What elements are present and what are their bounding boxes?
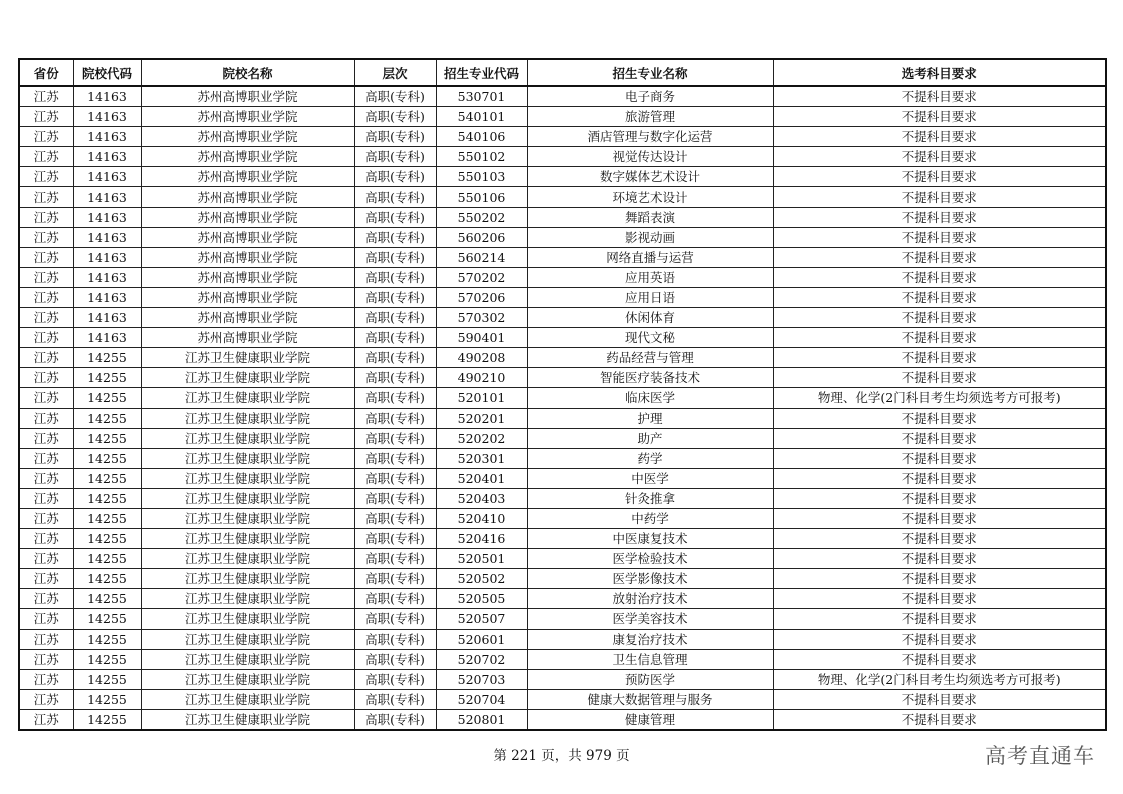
cell-subject-requirement: 不提科目要求 xyxy=(773,529,1106,549)
cell-province: 江苏 xyxy=(19,368,73,388)
table-row xyxy=(19,569,1106,589)
cell-level: 高职(专科) xyxy=(354,629,436,649)
cell-major-code: 550103 xyxy=(436,167,527,187)
cell-school-code: 14255 xyxy=(73,348,141,368)
cell-school-code: 14163 xyxy=(73,267,141,287)
cell-major-name: 卫生信息管理 xyxy=(527,649,773,669)
header-major-name: 招生专业名称 xyxy=(527,59,773,86)
cell-major-name: 旅游管理 xyxy=(527,107,773,127)
header-subject-requirement: 选考科目要求 xyxy=(773,59,1106,86)
table-row xyxy=(19,207,1106,227)
cell-major-name: 健康管理 xyxy=(527,709,773,730)
cell-subject-requirement: 不提科目要求 xyxy=(773,589,1106,609)
cell-province: 江苏 xyxy=(19,267,73,287)
cell-major-code: 520403 xyxy=(436,488,527,508)
cell-province: 江苏 xyxy=(19,689,73,709)
cell-major-name: 康复治疗技术 xyxy=(527,629,773,649)
cell-major-code: 520201 xyxy=(436,408,527,428)
cell-level: 高职(专科) xyxy=(354,428,436,448)
cell-school-code: 14255 xyxy=(73,428,141,448)
cell-subject-requirement: 不提科目要求 xyxy=(773,147,1106,167)
cell-level: 高职(专科) xyxy=(354,348,436,368)
cell-level: 高职(专科) xyxy=(354,709,436,730)
cell-province: 江苏 xyxy=(19,107,73,127)
cell-major-name: 中医康复技术 xyxy=(527,529,773,549)
cell-school-name: 江苏卫生健康职业学院 xyxy=(141,408,354,428)
cell-major-code: 570302 xyxy=(436,308,527,328)
cell-major-name: 影视动画 xyxy=(527,227,773,247)
cell-school-name: 江苏卫生健康职业学院 xyxy=(141,428,354,448)
cell-major-name: 环境艺术设计 xyxy=(527,187,773,207)
cell-school-name: 江苏卫生健康职业学院 xyxy=(141,488,354,508)
table-row xyxy=(19,86,1106,107)
table-row xyxy=(19,167,1106,187)
cell-school-code: 14163 xyxy=(73,328,141,348)
cell-school-code: 14255 xyxy=(73,508,141,528)
cell-school-name: 苏州高博职业学院 xyxy=(141,127,354,147)
cell-level: 高职(专科) xyxy=(354,328,436,348)
cell-level: 高职(专科) xyxy=(354,488,436,508)
cell-province: 江苏 xyxy=(19,629,73,649)
cell-major-name: 临床医学 xyxy=(527,388,773,408)
cell-level: 高职(专科) xyxy=(354,287,436,307)
cell-province: 江苏 xyxy=(19,428,73,448)
cell-major-code: 570202 xyxy=(436,267,527,287)
cell-major-code: 520401 xyxy=(436,468,527,488)
watermark-logo: 高考直通车 xyxy=(985,744,1095,768)
cell-level: 高职(专科) xyxy=(354,569,436,589)
cell-school-name: 苏州高博职业学院 xyxy=(141,107,354,127)
cell-level: 高职(专科) xyxy=(354,147,436,167)
cell-school-name: 江苏卫生健康职业学院 xyxy=(141,448,354,468)
cell-subject-requirement: 不提科目要求 xyxy=(773,488,1106,508)
cell-major-code: 520101 xyxy=(436,388,527,408)
cell-province: 江苏 xyxy=(19,468,73,488)
cell-school-name: 苏州高博职业学院 xyxy=(141,187,354,207)
cell-subject-requirement: 不提科目要求 xyxy=(773,167,1106,187)
cell-subject-requirement: 不提科目要求 xyxy=(773,448,1106,468)
cell-major-code: 520601 xyxy=(436,629,527,649)
page-footer: 第 221 页，共 979 页 xyxy=(493,748,630,764)
cell-level: 高职(专科) xyxy=(354,167,436,187)
cell-major-name: 放射治疗技术 xyxy=(527,589,773,609)
cell-subject-requirement: 不提科目要求 xyxy=(773,508,1106,528)
cell-school-code: 14163 xyxy=(73,287,141,307)
cell-subject-requirement: 不提科目要求 xyxy=(773,549,1106,569)
cell-major-name: 中医学 xyxy=(527,468,773,488)
cell-school-code: 14255 xyxy=(73,488,141,508)
cell-school-code: 14255 xyxy=(73,709,141,730)
cell-province: 江苏 xyxy=(19,669,73,689)
cell-school-code: 14163 xyxy=(73,86,141,107)
cell-major-name: 网络直播与运营 xyxy=(527,247,773,267)
cell-school-code: 14163 xyxy=(73,308,141,328)
cell-school-name: 江苏卫生健康职业学院 xyxy=(141,649,354,669)
cell-major-name: 药学 xyxy=(527,448,773,468)
cell-subject-requirement: 物理、化学(2门科目考生均须选考方可报考) xyxy=(773,669,1106,689)
cell-major-name: 舞蹈表演 xyxy=(527,207,773,227)
cell-province: 江苏 xyxy=(19,488,73,508)
cell-major-code: 540101 xyxy=(436,107,527,127)
cell-subject-requirement: 不提科目要求 xyxy=(773,709,1106,730)
table-row xyxy=(19,508,1106,528)
cell-province: 江苏 xyxy=(19,86,73,107)
cell-province: 江苏 xyxy=(19,328,73,348)
cell-province: 江苏 xyxy=(19,167,73,187)
cell-level: 高职(专科) xyxy=(354,207,436,227)
cell-subject-requirement: 不提科目要求 xyxy=(773,247,1106,267)
cell-school-code: 14163 xyxy=(73,227,141,247)
cell-province: 江苏 xyxy=(19,589,73,609)
cell-major-code: 590401 xyxy=(436,328,527,348)
cell-major-name: 现代文秘 xyxy=(527,328,773,348)
table-row xyxy=(19,549,1106,569)
cell-level: 高职(专科) xyxy=(354,267,436,287)
cell-major-code: 520703 xyxy=(436,669,527,689)
cell-major-code: 550202 xyxy=(436,207,527,227)
cell-level: 高职(专科) xyxy=(354,468,436,488)
cell-level: 高职(专科) xyxy=(354,247,436,267)
cell-province: 江苏 xyxy=(19,609,73,629)
table-row xyxy=(19,529,1106,549)
cell-school-code: 14255 xyxy=(73,569,141,589)
cell-school-name: 苏州高博职业学院 xyxy=(141,227,354,247)
cell-major-name: 医学影像技术 xyxy=(527,569,773,589)
cell-school-code: 14163 xyxy=(73,167,141,187)
cell-major-code: 520301 xyxy=(436,448,527,468)
cell-school-code: 14255 xyxy=(73,669,141,689)
header-school-code: 院校代码 xyxy=(73,59,141,86)
cell-major-code: 520416 xyxy=(436,529,527,549)
cell-major-code: 550106 xyxy=(436,187,527,207)
table-row xyxy=(19,448,1106,468)
cell-major-name: 应用英语 xyxy=(527,267,773,287)
cell-major-name: 健康大数据管理与服务 xyxy=(527,689,773,709)
table-row xyxy=(19,267,1106,287)
cell-major-code: 520410 xyxy=(436,508,527,528)
cell-school-name: 江苏卫生健康职业学院 xyxy=(141,348,354,368)
cell-school-code: 14255 xyxy=(73,529,141,549)
cell-major-code: 520502 xyxy=(436,569,527,589)
cell-province: 江苏 xyxy=(19,709,73,730)
cell-subject-requirement: 不提科目要求 xyxy=(773,408,1106,428)
cell-school-name: 苏州高博职业学院 xyxy=(141,207,354,227)
cell-school-code: 14255 xyxy=(73,448,141,468)
header-province: 省份 xyxy=(19,59,73,86)
cell-subject-requirement: 不提科目要求 xyxy=(773,107,1106,127)
cell-school-code: 14163 xyxy=(73,107,141,127)
cell-level: 高职(专科) xyxy=(354,669,436,689)
cell-province: 江苏 xyxy=(19,187,73,207)
cell-subject-requirement: 不提科目要求 xyxy=(773,689,1106,709)
cell-school-code: 14163 xyxy=(73,127,141,147)
cell-province: 江苏 xyxy=(19,388,73,408)
table-row xyxy=(19,689,1106,709)
cell-school-code: 14255 xyxy=(73,609,141,629)
cell-major-code: 520801 xyxy=(436,709,527,730)
cell-major-name: 护理 xyxy=(527,408,773,428)
table-row xyxy=(19,388,1106,408)
table-row xyxy=(19,247,1106,267)
table-row xyxy=(19,468,1106,488)
cell-level: 高职(专科) xyxy=(354,448,436,468)
cell-subject-requirement: 不提科目要求 xyxy=(773,308,1106,328)
cell-major-name: 助产 xyxy=(527,428,773,448)
cell-school-code: 14255 xyxy=(73,388,141,408)
cell-school-code: 14255 xyxy=(73,589,141,609)
cell-major-name: 医学美容技术 xyxy=(527,609,773,629)
cell-school-code: 14163 xyxy=(73,147,141,167)
table-row xyxy=(19,428,1106,448)
table-row xyxy=(19,187,1106,207)
cell-school-code: 14163 xyxy=(73,187,141,207)
header-row xyxy=(19,59,1106,86)
cell-major-name: 数字媒体艺术设计 xyxy=(527,167,773,187)
table-row xyxy=(19,147,1106,167)
cell-subject-requirement: 不提科目要求 xyxy=(773,227,1106,247)
table-row xyxy=(19,287,1106,307)
cell-subject-requirement: 不提科目要求 xyxy=(773,368,1106,388)
cell-subject-requirement: 不提科目要求 xyxy=(773,127,1106,147)
table-row xyxy=(19,589,1106,609)
cell-level: 高职(专科) xyxy=(354,609,436,629)
cell-province: 江苏 xyxy=(19,448,73,468)
cell-major-name: 电子商务 xyxy=(527,86,773,107)
cell-major-code: 490210 xyxy=(436,368,527,388)
cell-school-name: 苏州高博职业学院 xyxy=(141,267,354,287)
cell-subject-requirement: 不提科目要求 xyxy=(773,468,1106,488)
cell-school-name: 苏州高博职业学院 xyxy=(141,167,354,187)
cell-major-code: 490208 xyxy=(436,348,527,368)
cell-major-name: 药品经营与管理 xyxy=(527,348,773,368)
cell-school-name: 江苏卫生健康职业学院 xyxy=(141,529,354,549)
cell-school-name: 江苏卫生健康职业学院 xyxy=(141,468,354,488)
cell-level: 高职(专科) xyxy=(354,187,436,207)
cell-province: 江苏 xyxy=(19,247,73,267)
cell-province: 江苏 xyxy=(19,147,73,167)
cell-school-name: 江苏卫生健康职业学院 xyxy=(141,629,354,649)
cell-subject-requirement: 不提科目要求 xyxy=(773,187,1106,207)
table-row xyxy=(19,649,1106,669)
cell-subject-requirement: 不提科目要求 xyxy=(773,569,1106,589)
cell-province: 江苏 xyxy=(19,408,73,428)
cell-school-code: 14163 xyxy=(73,207,141,227)
cell-major-name: 预防医学 xyxy=(527,669,773,689)
cell-major-name: 针灸推拿 xyxy=(527,488,773,508)
cell-major-code: 520202 xyxy=(436,428,527,448)
cell-major-name: 应用日语 xyxy=(527,287,773,307)
table-row xyxy=(19,227,1106,247)
cell-level: 高职(专科) xyxy=(354,368,436,388)
cell-level: 高职(专科) xyxy=(354,388,436,408)
table-row xyxy=(19,328,1106,348)
cell-school-code: 14255 xyxy=(73,368,141,388)
cell-school-name: 江苏卫生健康职业学院 xyxy=(141,549,354,569)
cell-school-name: 苏州高博职业学院 xyxy=(141,86,354,107)
cell-level: 高职(专科) xyxy=(354,86,436,107)
cell-subject-requirement: 不提科目要求 xyxy=(773,287,1106,307)
cell-school-name: 江苏卫生健康职业学院 xyxy=(141,388,354,408)
cell-province: 江苏 xyxy=(19,287,73,307)
cell-major-name: 医学检验技术 xyxy=(527,549,773,569)
cell-school-name: 江苏卫生健康职业学院 xyxy=(141,689,354,709)
cell-major-code: 520501 xyxy=(436,549,527,569)
cell-major-name: 休闲体育 xyxy=(527,308,773,328)
cell-school-name: 江苏卫生健康职业学院 xyxy=(141,589,354,609)
cell-school-code: 14255 xyxy=(73,468,141,488)
table-row xyxy=(19,709,1106,730)
cell-province: 江苏 xyxy=(19,649,73,669)
table-row xyxy=(19,488,1106,508)
cell-level: 高职(专科) xyxy=(354,589,436,609)
cell-level: 高职(专科) xyxy=(354,127,436,147)
table-row xyxy=(19,669,1106,689)
cell-school-name: 江苏卫生健康职业学院 xyxy=(141,609,354,629)
cell-level: 高职(专科) xyxy=(354,549,436,569)
cell-province: 江苏 xyxy=(19,127,73,147)
cell-level: 高职(专科) xyxy=(354,107,436,127)
table-row xyxy=(19,368,1106,388)
cell-subject-requirement: 不提科目要求 xyxy=(773,328,1106,348)
cell-school-name: 江苏卫生健康职业学院 xyxy=(141,569,354,589)
cell-school-code: 14255 xyxy=(73,408,141,428)
cell-major-name: 视觉传达设计 xyxy=(527,147,773,167)
cell-school-name: 江苏卫生健康职业学院 xyxy=(141,508,354,528)
cell-province: 江苏 xyxy=(19,348,73,368)
cell-level: 高职(专科) xyxy=(354,689,436,709)
cell-subject-requirement: 不提科目要求 xyxy=(773,609,1106,629)
cell-major-code: 520507 xyxy=(436,609,527,629)
cell-province: 江苏 xyxy=(19,508,73,528)
cell-school-name: 苏州高博职业学院 xyxy=(141,328,354,348)
cell-school-code: 14255 xyxy=(73,549,141,569)
header-level: 层次 xyxy=(354,59,436,86)
cell-school-name: 江苏卫生健康职业学院 xyxy=(141,368,354,388)
table-row xyxy=(19,107,1106,127)
cell-level: 高职(专科) xyxy=(354,308,436,328)
cell-major-code: 540106 xyxy=(436,127,527,147)
cell-school-code: 14255 xyxy=(73,689,141,709)
cell-subject-requirement: 不提科目要求 xyxy=(773,207,1106,227)
cell-major-code: 560214 xyxy=(436,247,527,267)
cell-school-name: 苏州高博职业学院 xyxy=(141,308,354,328)
cell-major-name: 酒店管理与数字化运营 xyxy=(527,127,773,147)
cell-school-name: 江苏卫生健康职业学院 xyxy=(141,709,354,730)
cell-level: 高职(专科) xyxy=(354,649,436,669)
cell-major-name: 智能医疗装备技术 xyxy=(527,368,773,388)
cell-school-name: 江苏卫生健康职业学院 xyxy=(141,669,354,689)
table-row xyxy=(19,408,1106,428)
cell-subject-requirement: 不提科目要求 xyxy=(773,649,1106,669)
cell-major-code: 560206 xyxy=(436,227,527,247)
cell-province: 江苏 xyxy=(19,569,73,589)
admission-table xyxy=(18,58,1107,731)
cell-major-code: 550102 xyxy=(436,147,527,167)
cell-major-code: 570206 xyxy=(436,287,527,307)
table-row xyxy=(19,609,1106,629)
table-row xyxy=(19,308,1106,328)
cell-level: 高职(专科) xyxy=(354,529,436,549)
cell-province: 江苏 xyxy=(19,549,73,569)
cell-school-name: 苏州高博职业学院 xyxy=(141,147,354,167)
cell-level: 高职(专科) xyxy=(354,227,436,247)
cell-province: 江苏 xyxy=(19,308,73,328)
cell-level: 高职(专科) xyxy=(354,408,436,428)
header-major-code: 招生专业代码 xyxy=(436,59,527,86)
cell-level: 高职(专科) xyxy=(354,508,436,528)
table-row xyxy=(19,348,1106,368)
table-body xyxy=(19,86,1106,730)
cell-subject-requirement: 不提科目要求 xyxy=(773,86,1106,107)
cell-major-code: 530701 xyxy=(436,86,527,107)
table-row xyxy=(19,127,1106,147)
cell-major-name: 中药学 xyxy=(527,508,773,528)
cell-province: 江苏 xyxy=(19,227,73,247)
cell-province: 江苏 xyxy=(19,207,73,227)
cell-major-code: 520704 xyxy=(436,689,527,709)
header-school-name: 院校名称 xyxy=(141,59,354,86)
cell-province: 江苏 xyxy=(19,529,73,549)
cell-major-code: 520505 xyxy=(436,589,527,609)
cell-subject-requirement: 不提科目要求 xyxy=(773,428,1106,448)
cell-subject-requirement: 不提科目要求 xyxy=(773,348,1106,368)
cell-school-code: 14255 xyxy=(73,629,141,649)
cell-subject-requirement: 物理、化学(2门科目考生均须选考方可报考) xyxy=(773,388,1106,408)
cell-school-name: 苏州高博职业学院 xyxy=(141,287,354,307)
table-row xyxy=(19,629,1106,649)
cell-school-code: 14163 xyxy=(73,247,141,267)
cell-major-code: 520702 xyxy=(436,649,527,669)
cell-school-name: 苏州高博职业学院 xyxy=(141,247,354,267)
cell-subject-requirement: 不提科目要求 xyxy=(773,267,1106,287)
cell-subject-requirement: 不提科目要求 xyxy=(773,629,1106,649)
cell-school-code: 14255 xyxy=(73,649,141,669)
